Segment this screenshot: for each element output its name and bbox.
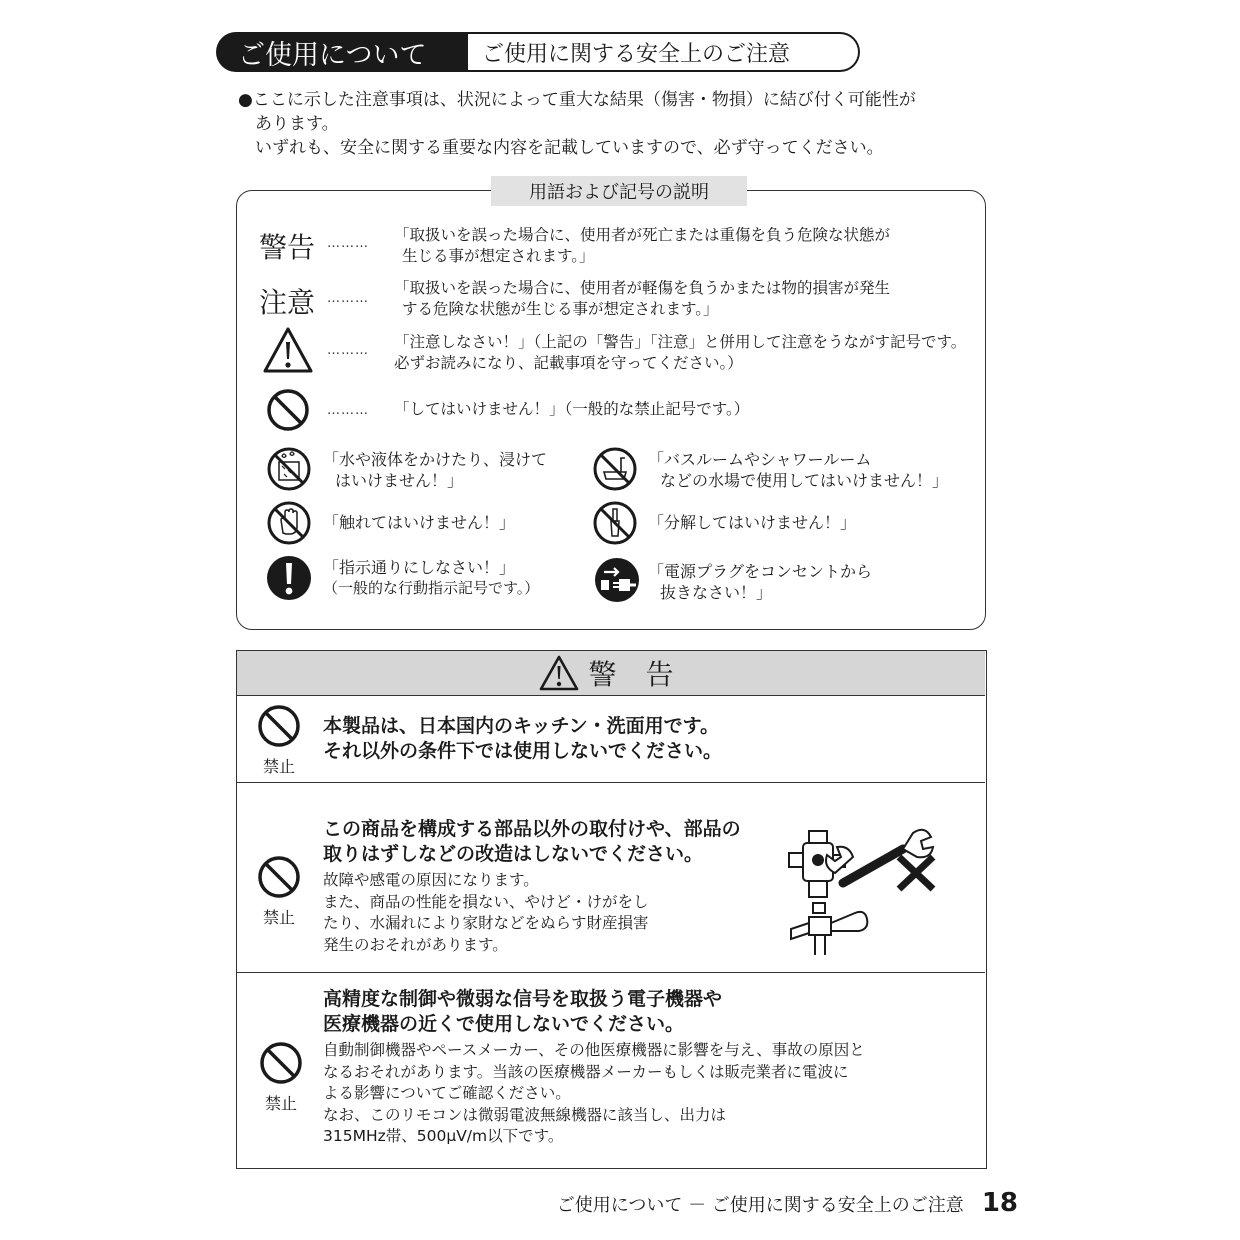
warning-row xyxy=(237,783,985,973)
label-line: 「触れてはいけません！」 xyxy=(323,513,516,532)
term-prohibit-desc: 「してはいけません！」（一般的な禁止記号です。） xyxy=(394,400,750,418)
leader-dots: ……… xyxy=(327,291,369,306)
title-line: 医療機器の近くで使用しないでください。 xyxy=(323,1013,685,1035)
term-warning: 警告 xyxy=(259,231,316,264)
desc-line: 生じる事が想定されます。」 xyxy=(402,247,595,265)
label-line: 抜きなさい！」 xyxy=(660,583,773,602)
desc-line: 「注意しなさい！」（上記の「警告」「注意」と併用して注意をうながす記号です。 xyxy=(394,333,967,351)
title-line: それ以外の条件下では使用しないでください。 xyxy=(323,740,723,762)
intro-line: いずれも、安全に関する重要な内容を記載していますので、必ず守ってください。 xyxy=(255,138,884,158)
label-line: （一般的な行動指示記号です。） xyxy=(323,579,540,597)
page-number: 18 xyxy=(981,1188,1018,1218)
leader-dots: ……… xyxy=(327,343,369,358)
body-line: なるおそれがあります。当該の医療機器メーカーもしくは販売業者に電波に xyxy=(323,1062,849,1081)
mandatory-icon xyxy=(266,555,312,605)
body-line: 自動制御機器やペースメーカー、その他医療機器に影響を与え、事故の原因と xyxy=(323,1041,865,1059)
term-attention-desc xyxy=(394,332,966,374)
prohibition-label: 禁止 xyxy=(262,908,295,927)
intro-text xyxy=(238,88,998,160)
section-header xyxy=(216,32,860,72)
leader-dots: ……… xyxy=(327,403,369,418)
body-line: たり、水漏れにより家財などをぬらす財産損害 xyxy=(323,914,649,932)
intro-line: ●ここに示した注意事項は、状況によって重大な結果（傷害・物損）に結び付く可能性が xyxy=(238,90,916,110)
warning-triangle-icon xyxy=(539,655,579,691)
label-line: などの水場で使用してはいけません！」 xyxy=(660,471,949,490)
footer-text: ご使用について － ご使用に関する安全上のご注意 xyxy=(556,1195,964,1216)
title-line: この商品を構成する部品以外の取付けや、部品の xyxy=(323,818,741,840)
label-line: はいけません！」 xyxy=(335,471,464,490)
unplug-icon xyxy=(594,557,640,607)
label-line: 「水や液体をかけたり、浸けて xyxy=(323,450,548,469)
label-line: 「分解してはいけません！」 xyxy=(648,513,857,532)
prohibition-icon xyxy=(257,704,301,748)
warning-heading-text: 警 告 xyxy=(588,658,684,691)
valve-modification-illustration xyxy=(783,813,953,963)
desc-line: 「取扱いを誤った場合に、使用者が軽傷を負うかまたは物的損害が発生 xyxy=(394,279,891,297)
desc-line: 「取扱いを誤った場合に、使用者が死亡または重傷を負う危険な状態が xyxy=(394,226,891,244)
body-line: なお、このリモコンは微弱電波無線機器に該当し、出力は xyxy=(323,1105,727,1124)
symbol-label-no-touch xyxy=(323,512,515,533)
no-water-icon xyxy=(266,446,312,496)
no-disassemble-icon xyxy=(592,500,638,550)
prohibition-marker xyxy=(249,855,309,928)
prohibition-marker xyxy=(251,1041,311,1114)
intro-line: あります。 xyxy=(255,114,339,134)
page-title: ご使用に関する安全上のご注意 xyxy=(468,32,860,72)
symbol-label-no-disassemble xyxy=(648,512,856,533)
body-line: 発生のおそれがあります。 xyxy=(323,935,508,954)
row-body xyxy=(323,1040,865,1148)
no-bathroom-icon xyxy=(592,446,638,496)
term-caution-desc xyxy=(394,278,890,320)
warning-row xyxy=(237,696,985,783)
title-line: 高精度な制御や微弱な信号を取扱う電子機器や xyxy=(323,988,723,1010)
body-line: よる影響についてご確認ください。 xyxy=(323,1084,571,1102)
row-title xyxy=(323,987,722,1037)
prohibition-label: 禁止 xyxy=(262,757,295,776)
symbol-label-mandatory xyxy=(323,557,539,599)
title-line: 取りはずしなどの改造はしないでください。 xyxy=(323,843,704,865)
symbol-label-no-water xyxy=(323,449,547,491)
warning-table xyxy=(236,650,987,1169)
leader-dots: ……… xyxy=(327,236,369,251)
row-title xyxy=(323,817,741,867)
term-warning-desc xyxy=(394,225,890,267)
term-caution: 注意 xyxy=(259,286,316,319)
page-footer xyxy=(557,1188,1018,1218)
symbol-label-no-bathroom xyxy=(648,449,948,491)
terms-title: 用語および記号の説明 xyxy=(491,176,747,206)
label-line: 「バスルームやシャワールーム xyxy=(648,450,872,469)
label-line: 「指示通りにしなさい！」 xyxy=(323,558,516,577)
body-line: 315MHz帯、500μV/m以下です。 xyxy=(323,1127,564,1145)
body-line: 故障や感電の原因になります。 xyxy=(323,871,539,889)
warning-triangle-icon xyxy=(262,326,314,378)
row-title xyxy=(323,714,722,764)
prohibition-marker xyxy=(249,704,309,777)
prohibition-icon xyxy=(257,855,301,899)
symbol-label-unplug xyxy=(648,561,872,603)
row-body xyxy=(323,870,649,956)
warning-row xyxy=(237,973,985,1168)
title-line: 本製品は、日本国内のキッチン・洗面用です。 xyxy=(323,715,720,737)
prohibition-icon xyxy=(266,388,310,436)
body-line: また、商品の性能を損ない、やけど・けがをし xyxy=(323,892,649,911)
desc-line: 必ずお読みになり、記載事項を守ってください。） xyxy=(394,354,743,372)
prohibition-icon xyxy=(259,1041,303,1085)
no-touch-icon xyxy=(266,500,312,550)
section-label: ご使用について xyxy=(216,32,468,72)
warning-heading xyxy=(237,651,985,696)
desc-line: する危険な状態が生じる事が想定されます。」 xyxy=(402,300,719,318)
prohibition-label: 禁止 xyxy=(264,1094,297,1113)
label-line: 「電源プラグをコンセントから xyxy=(648,562,873,581)
